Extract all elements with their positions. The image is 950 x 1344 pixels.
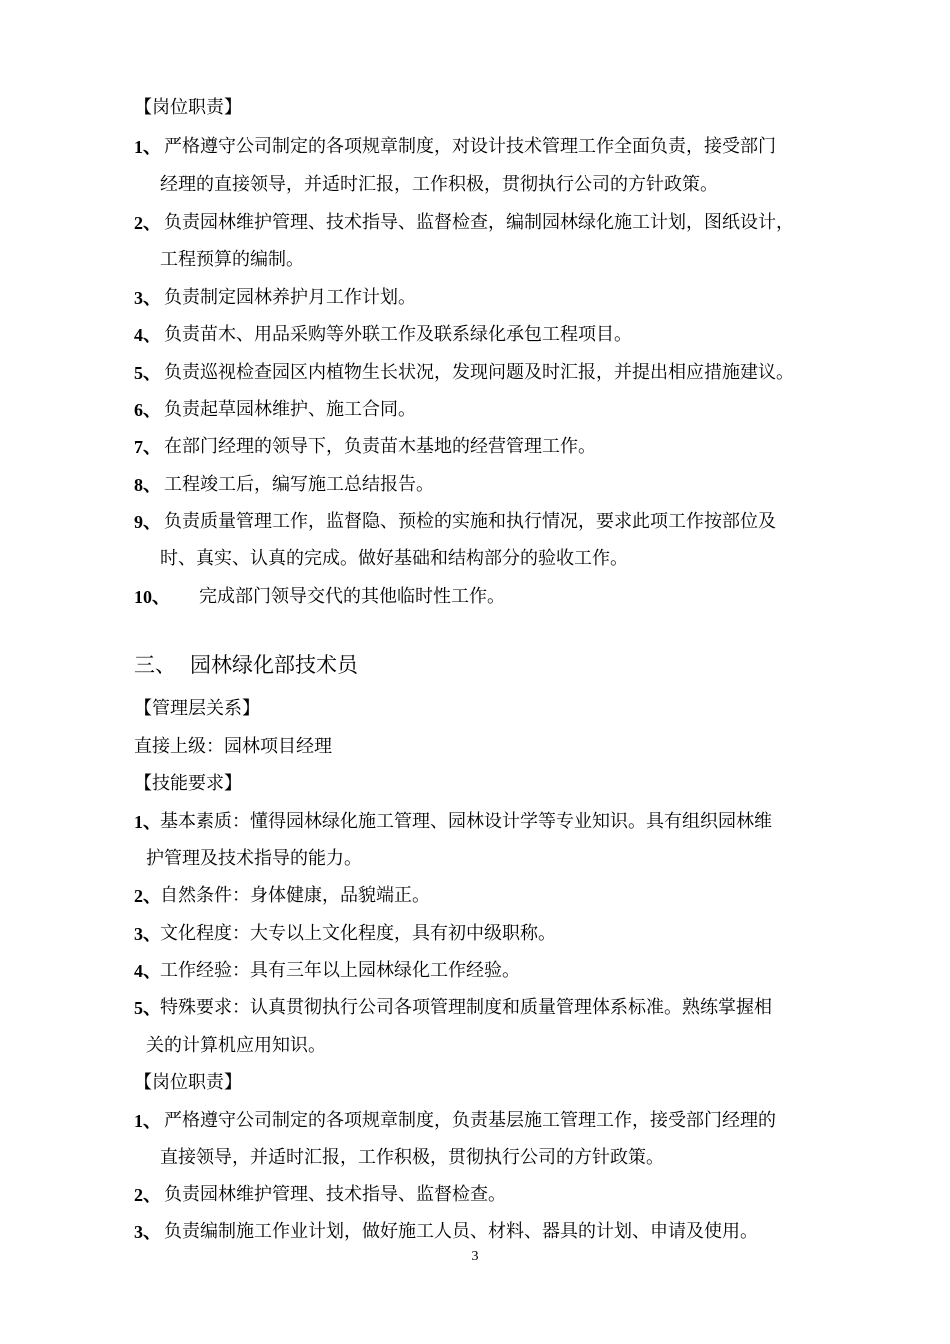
item-text: 时、真实、认真的完成。做好基础和结构部分的验收工作。 (160, 548, 628, 569)
item-text: 负责园林维护管理、技术指导、监督检查，编制园林绿化施工计划，图纸设计， (164, 212, 794, 233)
item-number: 2、 (134, 1185, 161, 1205)
item-number: 1、 (134, 812, 161, 832)
item-text: 工程竣工后，编写施工总结报告。 (164, 474, 434, 495)
item-number: 8、 (134, 475, 161, 495)
item-text: 严格遵守公司制定的各项规章制度，负责基层施工管理工作，接受部门经理的 (164, 1110, 776, 1131)
item-text: 负责苗木、用品采购等外联工作及联系绿化承包工程项目。 (164, 324, 632, 345)
item-number: 6、 (134, 400, 161, 420)
item-text: 严格遵守公司制定的各项规章制度，对设计技术管理工作全面负责，接受部门 (164, 136, 776, 157)
item-text: 在部门经理的领导下，负责苗木基地的经营管理工作。 (164, 436, 596, 457)
section-number: 三、 (134, 653, 176, 677)
item-number: 3、 (134, 1222, 161, 1242)
item-text: 负责巡视检查园区内植物生长状况，发现问题及时汇报，并提出相应措施建议。 (164, 362, 794, 383)
item-number: 4、 (134, 961, 161, 981)
item-number: 2、 (134, 213, 161, 233)
item-number: 1、 (134, 137, 161, 157)
duties-label-text: 【岗位职责】 (134, 97, 242, 118)
item-number: 2、 (134, 886, 161, 906)
item-text: 直接领导，并适时汇报，工作积极，贯彻执行公司的方针政策。 (160, 1147, 664, 1168)
mgmt-label-text: 【管理层关系】 (134, 698, 260, 719)
duties-label-text: 【岗位职责】 (134, 1072, 242, 1093)
item-number: 7、 (134, 437, 161, 457)
item-text: 负责质量管理工作，监督隐、预检的实施和执行情况，要求此项工作按部位及 (164, 511, 776, 532)
item-number: 9、 (134, 512, 161, 532)
item-text: 基本素质：懂得园林绿化施工管理、园林设计学等专业知识。具有组织园林维 (160, 811, 772, 832)
item-number: 10、 (134, 587, 170, 607)
item-text: 工程预算的编制。 (160, 249, 304, 270)
section-title: 园林绿化部技术员 (190, 653, 358, 677)
item-text: 文化程度：大专以上文化程度，具有初中级职称。 (160, 923, 556, 944)
item-number: 1、 (134, 1111, 161, 1131)
item-text: 负责制定园林养护月工作计划。 (164, 287, 416, 308)
page-number: 3 (471, 1249, 479, 1264)
item-number: 3、 (134, 924, 161, 944)
item-text: 自然条件：身体健康，品貌端正。 (160, 885, 430, 906)
item-text: 经理的直接领导，并适时汇报，工作积极，贯彻执行公司的方针政策。 (160, 174, 718, 195)
item-text: 完成部门领导交代的其他临时性工作。 (199, 586, 505, 607)
item-text: 负责编制施工作业计划，做好施工人员、材料、器具的计划、申请及使用。 (164, 1221, 758, 1242)
item-number: 5、 (134, 998, 161, 1018)
item-text: 负责起草园林维护、施工合同。 (164, 399, 416, 420)
superior-text: 直接上级：园林项目经理 (134, 736, 332, 757)
item-text: 工作经验：具有三年以上园林绿化工作经验。 (160, 960, 520, 981)
item-number: 4、 (134, 325, 161, 345)
item-text: 特殊要求：认真贯彻执行公司各项管理制度和质量管理体系标准。熟练掌握相 (160, 997, 772, 1018)
item-number: 5、 (134, 363, 161, 383)
item-text: 负责园林维护管理、技术指导、监督检查。 (164, 1184, 506, 1205)
skills-label-text: 【技能要求】 (134, 773, 242, 794)
item-number: 3、 (134, 288, 161, 308)
item-text: 关的计算机应用知识。 (146, 1035, 326, 1056)
item-text: 护管理及技术指导的能力。 (146, 848, 362, 869)
